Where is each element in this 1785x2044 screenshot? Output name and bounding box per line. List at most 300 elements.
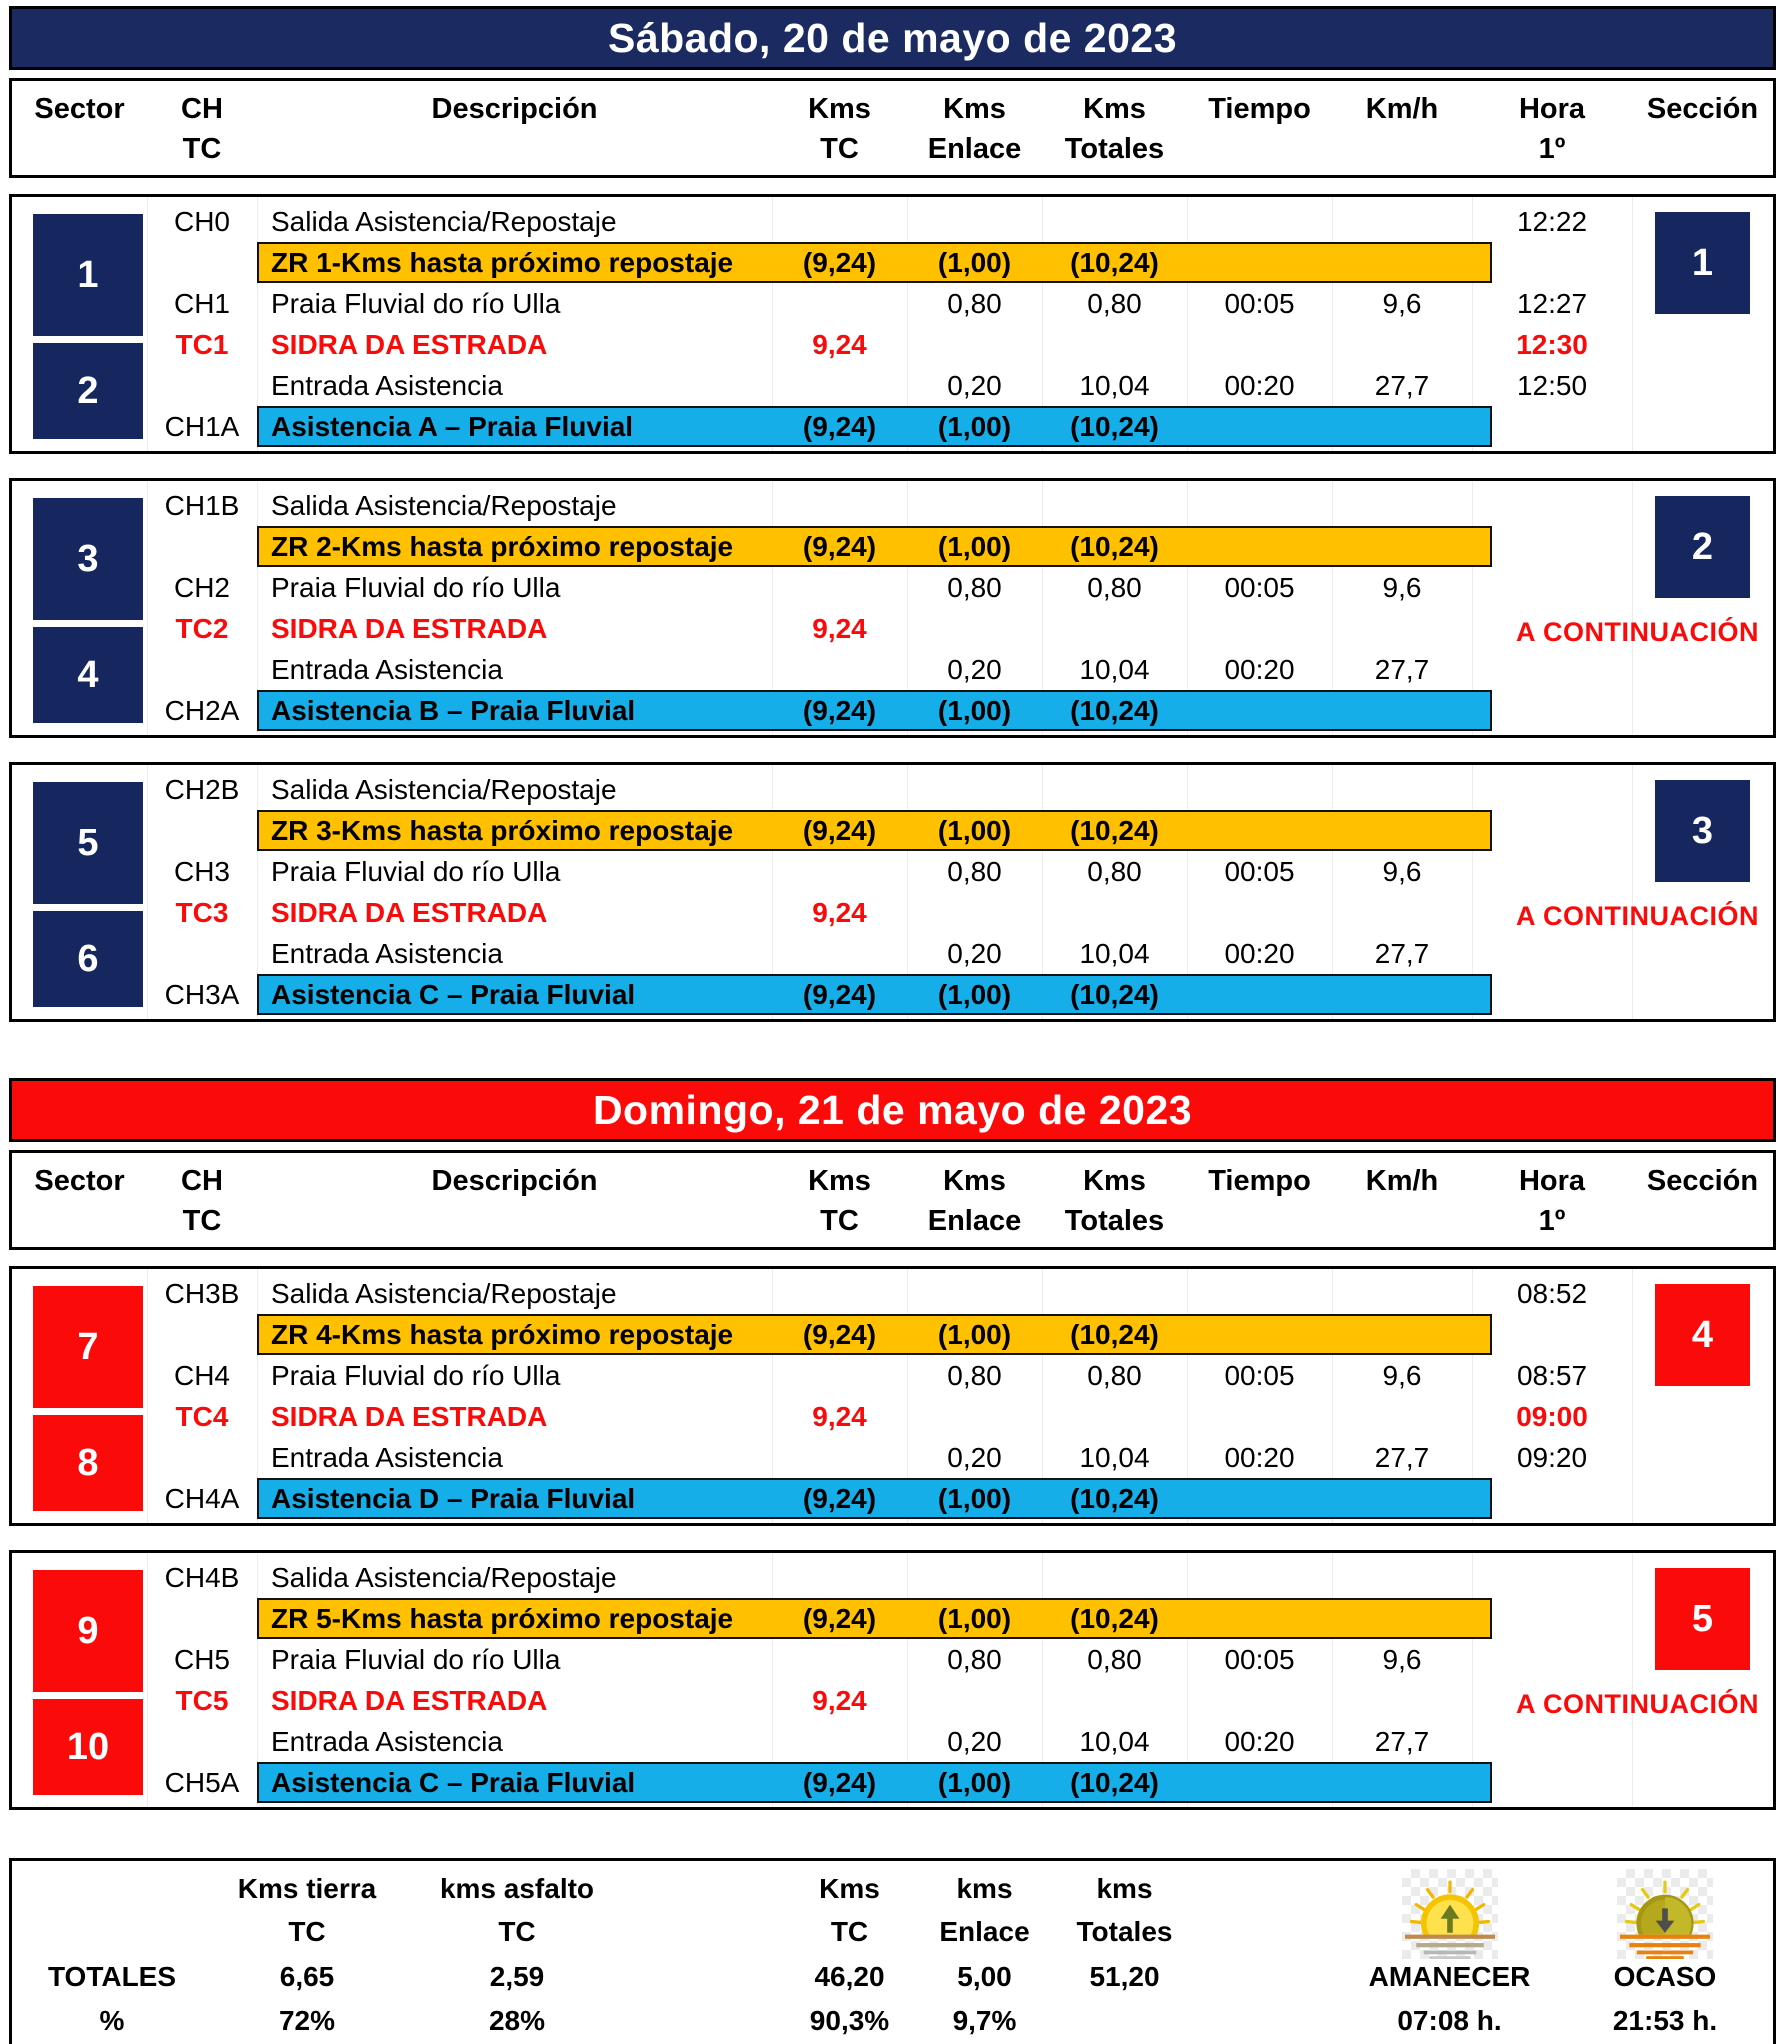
kms-tc-value: (9,24) (802, 1482, 877, 1514)
col-header-kmh: Km/h (1365, 1164, 1439, 1197)
kms-enlace-value: 0,80 (947, 287, 1002, 319)
ch-label: CH4B (164, 1561, 240, 1593)
kms-totales-value (1042, 1557, 1187, 1598)
sector-number-box: 4 (33, 627, 143, 723)
ch-label: TC2 (175, 612, 229, 644)
kms-totales-value: (10,24) (1070, 410, 1159, 442)
col-header-seccion: Sección (1646, 92, 1759, 125)
sector-number-box: 3 (33, 498, 143, 620)
kms-enlace-value: 0,80 (947, 1643, 1002, 1675)
ch-label (147, 649, 257, 690)
sector-number-box: 6 (33, 911, 143, 1007)
totals-header-kms-tierra: Kms tierra (237, 1873, 377, 1904)
kms-totales-value (1042, 892, 1187, 933)
ch-label: CH4 (173, 1359, 230, 1391)
kms-totales-value (1042, 608, 1187, 649)
hora-value (1472, 933, 1632, 974)
description: SIDRA DA ESTRADA (271, 1400, 548, 1432)
col-header-kms-totales: Kms (1083, 92, 1146, 125)
kms-enlace-value (907, 1557, 1042, 1598)
tiempo-value (1187, 324, 1332, 365)
pct-kms-tc: 90,3% (809, 2005, 890, 2036)
kms-tc-value (772, 1721, 907, 1762)
description: Praia Fluvial do río Ulla (271, 287, 561, 319)
ch-label: TC4 (175, 1400, 229, 1432)
kms-tc-value: (9,24) (802, 814, 877, 846)
tiempo-value (1187, 608, 1332, 649)
description: Entrada Asistencia (271, 653, 503, 685)
ch-label: CH1 (173, 287, 230, 319)
col-header-kms-tc: Kms (808, 92, 871, 125)
kms-enlace-value (907, 1680, 1042, 1721)
hora-value (1472, 851, 1632, 892)
continuation-note: A CONTINUACIÓN (1516, 616, 1759, 647)
col-header-kmh: Km/h (1365, 92, 1439, 125)
total-kms-tc: 46,20 (814, 1961, 885, 1992)
hora-value: 12:22 (1516, 205, 1588, 237)
kms-totales-value: (10,24) (1070, 1602, 1159, 1634)
col-header-descripcion: Descripción (431, 92, 598, 125)
kms-totales-value: 0,80 (1087, 1643, 1142, 1675)
bar-description: ZR 1-Kms hasta próximo repostaje (271, 246, 734, 278)
hora-value (1472, 1557, 1632, 1598)
kms-enlace-value: (1,00) (937, 1766, 1012, 1798)
col-header-kms-enlace: Kms (943, 1164, 1006, 1197)
ch-label: CH5A (164, 1766, 240, 1798)
kms-enlace-value: (1,00) (937, 1602, 1012, 1634)
kmh-value (1332, 485, 1472, 526)
total-kms-asfalto: 2,59 (489, 1961, 545, 1992)
blocks-container-sunday (9, 1266, 1776, 1810)
pct-kms-tierra: 72% (278, 2005, 336, 2036)
kms-totales-value: 10,04 (1079, 1725, 1150, 1757)
kms-tc-value: 9,24 (812, 328, 867, 360)
col-header-tiempo: Tiempo (1208, 92, 1311, 125)
col-subheader-tc: TC (182, 132, 222, 165)
continuation-note: A CONTINUACIÓN (1516, 1688, 1759, 1719)
col-header-seccion: Sección (1646, 1164, 1759, 1197)
kms-tc-value (772, 1639, 907, 1680)
tiempo-value: 00:05 (1224, 571, 1295, 603)
kmh-value: 9,6 (1382, 855, 1422, 887)
tiempo-value: 00:05 (1224, 287, 1295, 319)
kmh-value: 27,7 (1374, 937, 1430, 969)
description: Entrada Asistencia (271, 1725, 503, 1757)
kms-tc-value (772, 201, 907, 242)
col-header-sector: Sector (34, 1164, 125, 1197)
kmh-value: 27,7 (1374, 1725, 1430, 1757)
kms-enlace-value (907, 1396, 1042, 1437)
sunrise-icon (1402, 1869, 1498, 1959)
col-subheader-hora-1: 1º (1538, 132, 1566, 165)
ch-label: CH3 (173, 855, 230, 887)
kms-enlace-value: 0,20 (947, 1725, 1002, 1757)
hora-value: 09:00 (1516, 1400, 1588, 1432)
tiempo-value (1187, 1680, 1332, 1721)
bar-description: Asistencia C – Praia Fluvial (271, 978, 636, 1010)
kms-totales-value: 0,80 (1087, 571, 1142, 603)
kms-enlace-value: 0,80 (947, 571, 1002, 603)
assistance-bar (257, 406, 1492, 447)
kms-tc-value (772, 1355, 907, 1396)
itinerary-block (9, 1266, 1776, 1526)
kmh-value (1332, 1557, 1472, 1598)
kms-enlace-value (907, 1273, 1042, 1314)
col-header-descripcion: Descripción (431, 1164, 598, 1197)
kms-tc-value: (9,24) (802, 1318, 877, 1350)
itinerary-block (9, 762, 1776, 1022)
ch-label: CH3B (164, 1277, 240, 1309)
tiempo-value (1187, 1273, 1332, 1314)
kmh-value (1332, 201, 1472, 242)
day-section-saturday (9, 6, 1776, 1022)
description: Praia Fluvial do río Ulla (271, 1643, 561, 1675)
sector-number-box: 10 (33, 1699, 143, 1795)
assistance-bar (257, 1762, 1492, 1803)
kms-totales-value (1042, 769, 1187, 810)
kms-enlace-value: (1,00) (937, 694, 1012, 726)
kms-totales-value (1042, 1273, 1187, 1314)
totals-subheader-enlace: Enlace (939, 1916, 1030, 1947)
percent-row-label: % (99, 2005, 125, 2036)
kms-totales-value: (10,24) (1070, 246, 1159, 278)
hora-value (1472, 567, 1632, 608)
hora-value (1472, 769, 1632, 810)
kms-totales-value: (10,24) (1070, 1766, 1159, 1798)
kms-totales-value: 0,80 (1087, 855, 1142, 887)
sunset-icon (1617, 1869, 1713, 1959)
kms-enlace-value: 0,80 (947, 855, 1002, 887)
ch-label (147, 365, 257, 406)
sector-number-box: 8 (33, 1415, 143, 1511)
col-subheader-kms-tc: TC (820, 132, 859, 165)
kms-tc-value (772, 933, 907, 974)
ch-label: CH2A (164, 694, 240, 726)
section-number-box: 3 (1655, 780, 1750, 882)
tiempo-value (1187, 769, 1332, 810)
ch-label (147, 1721, 257, 1762)
kmh-value: 27,7 (1374, 1441, 1430, 1473)
tiempo-value: 00:20 (1224, 1725, 1295, 1757)
ch-label: TC5 (175, 1684, 229, 1716)
kms-tc-value (772, 1437, 907, 1478)
kms-tc-value: (9,24) (802, 1766, 877, 1798)
kms-enlace-value (907, 769, 1042, 810)
sector-number-box: 2 (33, 343, 143, 439)
itinerary-block (9, 478, 1776, 738)
ch-label (147, 933, 257, 974)
kms-tc-value: 9,24 (812, 612, 867, 644)
tiempo-value (1187, 892, 1332, 933)
col-subheader-enlace: Enlace (927, 1204, 1022, 1237)
ch-label: CH5 (173, 1643, 230, 1675)
kms-enlace-value (907, 324, 1042, 365)
description: Salida Asistencia/Repostaje (271, 773, 617, 805)
pct-kms-asfalto: 28% (488, 2005, 546, 2036)
totals-header-kms-tc: Kms (819, 1873, 880, 1904)
kms-totales-value: (10,24) (1070, 530, 1159, 562)
kmh-value (1332, 324, 1472, 365)
kms-tc-value: (9,24) (802, 1602, 877, 1634)
kms-totales-value: 10,04 (1079, 937, 1150, 969)
sector-number-box: 7 (33, 1286, 143, 1408)
hora-value: 12:30 (1516, 328, 1588, 360)
totals-subheader-tc-3: TC (830, 1916, 869, 1947)
kms-enlace-value: (1,00) (937, 978, 1012, 1010)
day-title-bar-saturday (9, 6, 1776, 70)
totals-subheader-tc-2: TC (498, 1916, 536, 1947)
bar-description: ZR 5-Kms hasta próximo repostaje (271, 1602, 734, 1634)
kms-enlace-value: (1,00) (937, 530, 1012, 562)
ch-label: TC1 (175, 328, 229, 360)
ch-label: CH2 (173, 571, 230, 603)
col-subheader-enlace: Enlace (927, 132, 1022, 165)
itinerary-block (9, 1550, 1776, 1810)
col-subheader-totales: Totales (1064, 1204, 1165, 1237)
hora-value: 08:52 (1516, 1277, 1588, 1309)
description: Entrada Asistencia (271, 937, 503, 969)
hora-value: 12:27 (1516, 287, 1588, 319)
col-header-kms-tc: Kms (808, 1164, 871, 1197)
kms-tc-value: 9,24 (812, 1684, 867, 1716)
ch-label: CH0 (173, 205, 230, 237)
kms-tc-value (772, 567, 907, 608)
description: Entrada Asistencia (271, 1441, 503, 1473)
kms-tc-value (772, 1557, 907, 1598)
description: SIDRA DA ESTRADA (271, 896, 548, 928)
description: Salida Asistencia/Repostaje (271, 1561, 617, 1593)
kms-tc-value: (9,24) (802, 978, 877, 1010)
total-kms-tierra: 6,65 (279, 1961, 335, 1992)
continuation-note: A CONTINUACIÓN (1516, 900, 1759, 931)
hora-value (1472, 649, 1632, 690)
description: SIDRA DA ESTRADA (271, 1684, 548, 1716)
kms-totales-value: (10,24) (1070, 814, 1159, 846)
kms-enlace-value: (1,00) (937, 1318, 1012, 1350)
kms-tc-value (772, 1273, 907, 1314)
tiempo-value: 00:20 (1224, 1441, 1295, 1473)
kms-enlace-value (907, 485, 1042, 526)
kms-tc-value: 9,24 (812, 1400, 867, 1432)
hora-value (1472, 485, 1632, 526)
kms-totales-value: (10,24) (1070, 978, 1159, 1010)
totals-header-kms-asfalto: kms asfalto (439, 1873, 595, 1904)
kms-enlace-value: (1,00) (937, 1482, 1012, 1514)
col-subheader-totales: Totales (1064, 132, 1165, 165)
kmh-value (1332, 769, 1472, 810)
col-header-sector: Sector (34, 92, 125, 125)
col-header-tiempo: Tiempo (1208, 1164, 1311, 1197)
column-header (9, 1150, 1776, 1250)
tiempo-value: 00:05 (1224, 1359, 1295, 1391)
kms-totales-value: 10,04 (1079, 369, 1150, 401)
bar-description: Asistencia C – Praia Fluvial (271, 1766, 636, 1798)
totals-header-kms-totales: kms (1096, 1873, 1153, 1904)
kms-tc-value (772, 485, 907, 526)
description: Entrada Asistencia (271, 369, 503, 401)
kmh-value (1332, 1396, 1472, 1437)
description: SIDRA DA ESTRADA (271, 328, 548, 360)
kms-totales-value: 0,80 (1087, 1359, 1142, 1391)
kms-totales-value (1042, 485, 1187, 526)
tiempo-value (1187, 201, 1332, 242)
kms-enlace-value: (1,00) (937, 410, 1012, 442)
kms-totales-value: (10,24) (1070, 1482, 1159, 1514)
kms-enlace-value: 0,20 (947, 653, 1002, 685)
totals-section (9, 1858, 1776, 2044)
kms-totales-value (1042, 1680, 1187, 1721)
tiempo-value: 00:20 (1224, 937, 1295, 969)
sunset-label: OCASO (1613, 1961, 1717, 1992)
tiempo-value: 00:05 (1224, 855, 1295, 887)
blocks-container-saturday (9, 194, 1776, 1022)
kms-enlace-value (907, 201, 1042, 242)
kmh-value (1332, 1680, 1472, 1721)
hora-value (1472, 1721, 1632, 1762)
ch-label: CH1B (164, 489, 240, 521)
kms-enlace-value: 0,20 (947, 369, 1002, 401)
assistance-bar (257, 690, 1492, 731)
kmh-value (1332, 892, 1472, 933)
ch-label: TC3 (175, 896, 229, 928)
description: Praia Fluvial do río Ulla (271, 571, 561, 603)
section-number-box: 5 (1655, 1568, 1750, 1670)
totals-header-kms-enlace: kms (956, 1873, 1013, 1904)
kms-enlace-value (907, 892, 1042, 933)
kms-tc-value (772, 365, 907, 406)
col-subheader-kms-tc: TC (820, 1204, 859, 1237)
col-header-ch: CH (181, 1164, 223, 1197)
totals-subheader-totales: Totales (1076, 1916, 1173, 1947)
kms-tc-value: 9,24 (812, 896, 867, 928)
kms-totales-value: (10,24) (1070, 1318, 1159, 1350)
kms-tc-value (772, 851, 907, 892)
kms-tc-value: (9,24) (802, 410, 877, 442)
kmh-value: 9,6 (1382, 1643, 1422, 1675)
description: Salida Asistencia/Repostaje (271, 489, 617, 521)
kms-tc-value (772, 283, 907, 324)
kmh-value: 9,6 (1382, 287, 1422, 319)
refuel-zone-bar (257, 1314, 1492, 1355)
bar-description: ZR 3-Kms hasta próximo repostaje (271, 814, 734, 846)
sector-number-box: 9 (33, 1570, 143, 1692)
tiempo-value (1187, 1396, 1332, 1437)
pct-kms-enlace: 9,7% (952, 2005, 1017, 2036)
itinerary-block (9, 194, 1776, 454)
section-number-box: 1 (1655, 212, 1750, 314)
col-header-kms-enlace: Kms (943, 92, 1006, 125)
total-kms-totales: 51,20 (1089, 1961, 1160, 1992)
kms-enlace-value: 0,20 (947, 937, 1002, 969)
sunrise-time: 07:08 h. (1397, 2005, 1502, 2036)
refuel-zone-bar (257, 242, 1492, 283)
col-subheader-hora-1: 1º (1538, 1204, 1566, 1237)
kmh-value: 9,6 (1382, 1359, 1422, 1391)
description: SIDRA DA ESTRADA (271, 612, 548, 644)
kmh-value: 9,6 (1382, 571, 1422, 603)
day-title: Sábado, 20 de mayo de 2023 (607, 14, 1178, 61)
assistance-bar (257, 1478, 1492, 1519)
bar-description: ZR 2-Kms hasta próximo repostaje (271, 530, 734, 562)
kms-tc-value: (9,24) (802, 530, 877, 562)
bar-description: Asistencia A – Praia Fluvial (271, 410, 634, 442)
col-header-hora: Hora (1518, 92, 1586, 125)
hora-value (1472, 1639, 1632, 1680)
section-number-box: 2 (1655, 496, 1750, 598)
kms-enlace-value (907, 608, 1042, 649)
day-section-sunday (9, 1078, 1776, 1810)
sunrise-label: AMANECER (1368, 1961, 1531, 1992)
kms-enlace-value: (1,00) (937, 814, 1012, 846)
hora-value: 08:57 (1516, 1359, 1588, 1391)
bar-description: Asistencia D – Praia Fluvial (271, 1482, 636, 1514)
ch-label: CH2B (164, 773, 240, 805)
kmh-value: 27,7 (1374, 369, 1430, 401)
kms-totales-value: 0,80 (1087, 287, 1142, 319)
kms-totales-value: (10,24) (1070, 694, 1159, 726)
day-title-bar-sunday (9, 1078, 1776, 1142)
kms-totales-value (1042, 1396, 1187, 1437)
kmh-value (1332, 1273, 1472, 1314)
col-header-kms-totales: Kms (1083, 1164, 1146, 1197)
tiempo-value (1187, 485, 1332, 526)
description: Praia Fluvial do río Ulla (271, 855, 561, 887)
tiempo-value: 00:20 (1224, 369, 1295, 401)
total-kms-enlace: 5,00 (957, 1961, 1012, 1992)
refuel-zone-bar (257, 526, 1492, 567)
column-header (9, 78, 1776, 178)
day-title: Domingo, 21 de mayo de 2023 (592, 1086, 1193, 1133)
description: Salida Asistencia/Repostaje (271, 1277, 617, 1309)
ch-label (147, 1437, 257, 1478)
description: Salida Asistencia/Repostaje (271, 205, 617, 237)
refuel-zone-bar (257, 1598, 1492, 1639)
ch-label: CH4A (164, 1482, 240, 1514)
kms-totales-value: 10,04 (1079, 653, 1150, 685)
kms-totales-value (1042, 201, 1187, 242)
sunset-time: 21:53 h. (1612, 2005, 1718, 2036)
kms-tc-value: (9,24) (802, 246, 877, 278)
kmh-value (1332, 608, 1472, 649)
kms-tc-value (772, 769, 907, 810)
sector-number-box: 1 (33, 214, 143, 336)
description: Praia Fluvial do río Ulla (271, 1359, 561, 1391)
totals-subheader-tc-1: TC (288, 1916, 326, 1947)
kms-tc-value (772, 649, 907, 690)
tiempo-value (1187, 1557, 1332, 1598)
section-number-box: 4 (1655, 1284, 1750, 1386)
assistance-bar (257, 974, 1492, 1015)
sector-number-box: 5 (33, 782, 143, 904)
hora-value: 12:50 (1516, 369, 1588, 401)
kmh-value: 27,7 (1374, 653, 1430, 685)
tiempo-value: 00:05 (1224, 1643, 1295, 1675)
kms-enlace-value: 0,20 (947, 1441, 1002, 1473)
totals-row-label: TOTALES (47, 1961, 177, 1992)
kms-enlace-value: (1,00) (937, 246, 1012, 278)
hora-value: 09:20 (1516, 1441, 1588, 1473)
kms-totales-value: 10,04 (1079, 1441, 1150, 1473)
col-header-hora: Hora (1518, 1164, 1586, 1197)
refuel-zone-bar (257, 810, 1492, 851)
col-subheader-tc: TC (182, 1204, 222, 1237)
col-header-ch: CH (181, 92, 223, 125)
kms-tc-value: (9,24) (802, 694, 877, 726)
bar-description: Asistencia B – Praia Fluvial (271, 694, 636, 726)
kms-enlace-value: 0,80 (947, 1359, 1002, 1391)
tiempo-value: 00:20 (1224, 653, 1295, 685)
ch-label: CH3A (164, 978, 240, 1010)
